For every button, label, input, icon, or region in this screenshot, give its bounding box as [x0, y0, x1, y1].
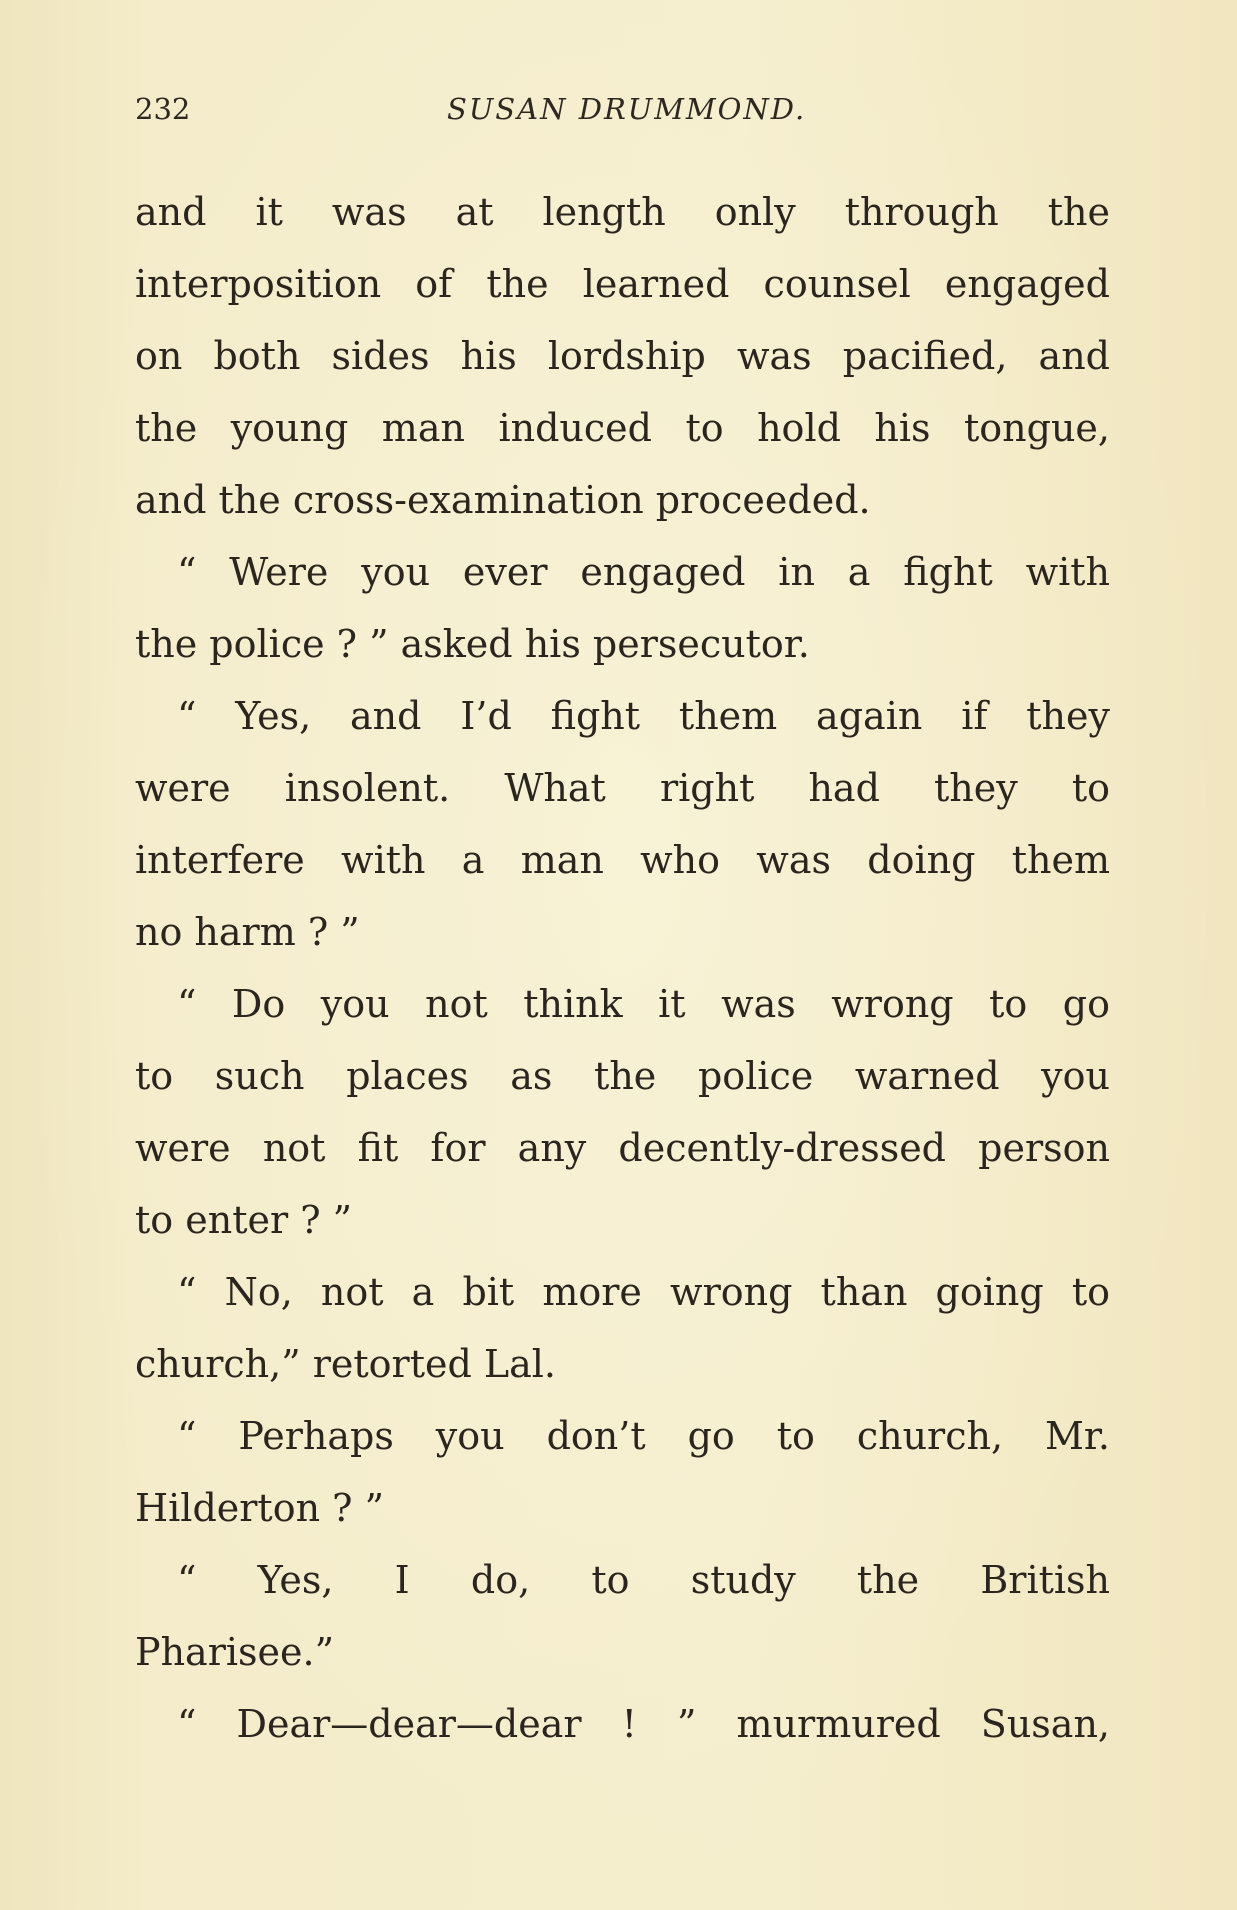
text-line: “ Yes, and I’d fight them again if they [177, 694, 1110, 738]
text-line: to enter ? ” [135, 1198, 353, 1242]
text-line: Hilderton ? ” [135, 1486, 385, 1530]
text-line: on both sides his lordship was pacified, and [135, 334, 1110, 378]
text-line: were not fit for any decently-dressed person [135, 1126, 1110, 1170]
body-text [135, 176, 1110, 1760]
text-line: interposition of the learned counsel engaged [135, 262, 1110, 306]
text-line: no harm ? ” [135, 910, 360, 954]
text-line: “ No, not a bit more wrong than going to [177, 1270, 1110, 1314]
running-head [135, 92, 1103, 136]
page-number: 232 [135, 92, 191, 126]
text-line: “ Perhaps you don’t go to church, Mr. [177, 1414, 1110, 1458]
text-line: and it was at length only through the [135, 190, 1110, 234]
text-line: Pharisee.” [135, 1630, 334, 1674]
text-line: “ Do you not think it was wrong to go [177, 982, 1110, 1026]
text-line: and the cross-examination proceeded. [135, 478, 871, 522]
text-line: church,” retorted Lal. [135, 1342, 556, 1386]
text-line: to such places as the police warned you [135, 1054, 1110, 1098]
text-line: “ Yes, I do, to study the British [177, 1558, 1110, 1602]
text-line: “ Were you ever engaged in a fight with [177, 550, 1110, 594]
running-title: SUSAN DRUMMOND. [447, 92, 807, 126]
text-line: the young man induced to hold his tongue, [135, 406, 1110, 450]
text-line: the police ? ” asked his persecutor. [135, 622, 810, 666]
text-line: interfere with a man who was doing them [135, 838, 1110, 882]
text-line: were insolent. What right had they to [135, 766, 1110, 810]
text-line: “ Dear—dear—dear ! ” murmured Susan, [177, 1702, 1110, 1746]
